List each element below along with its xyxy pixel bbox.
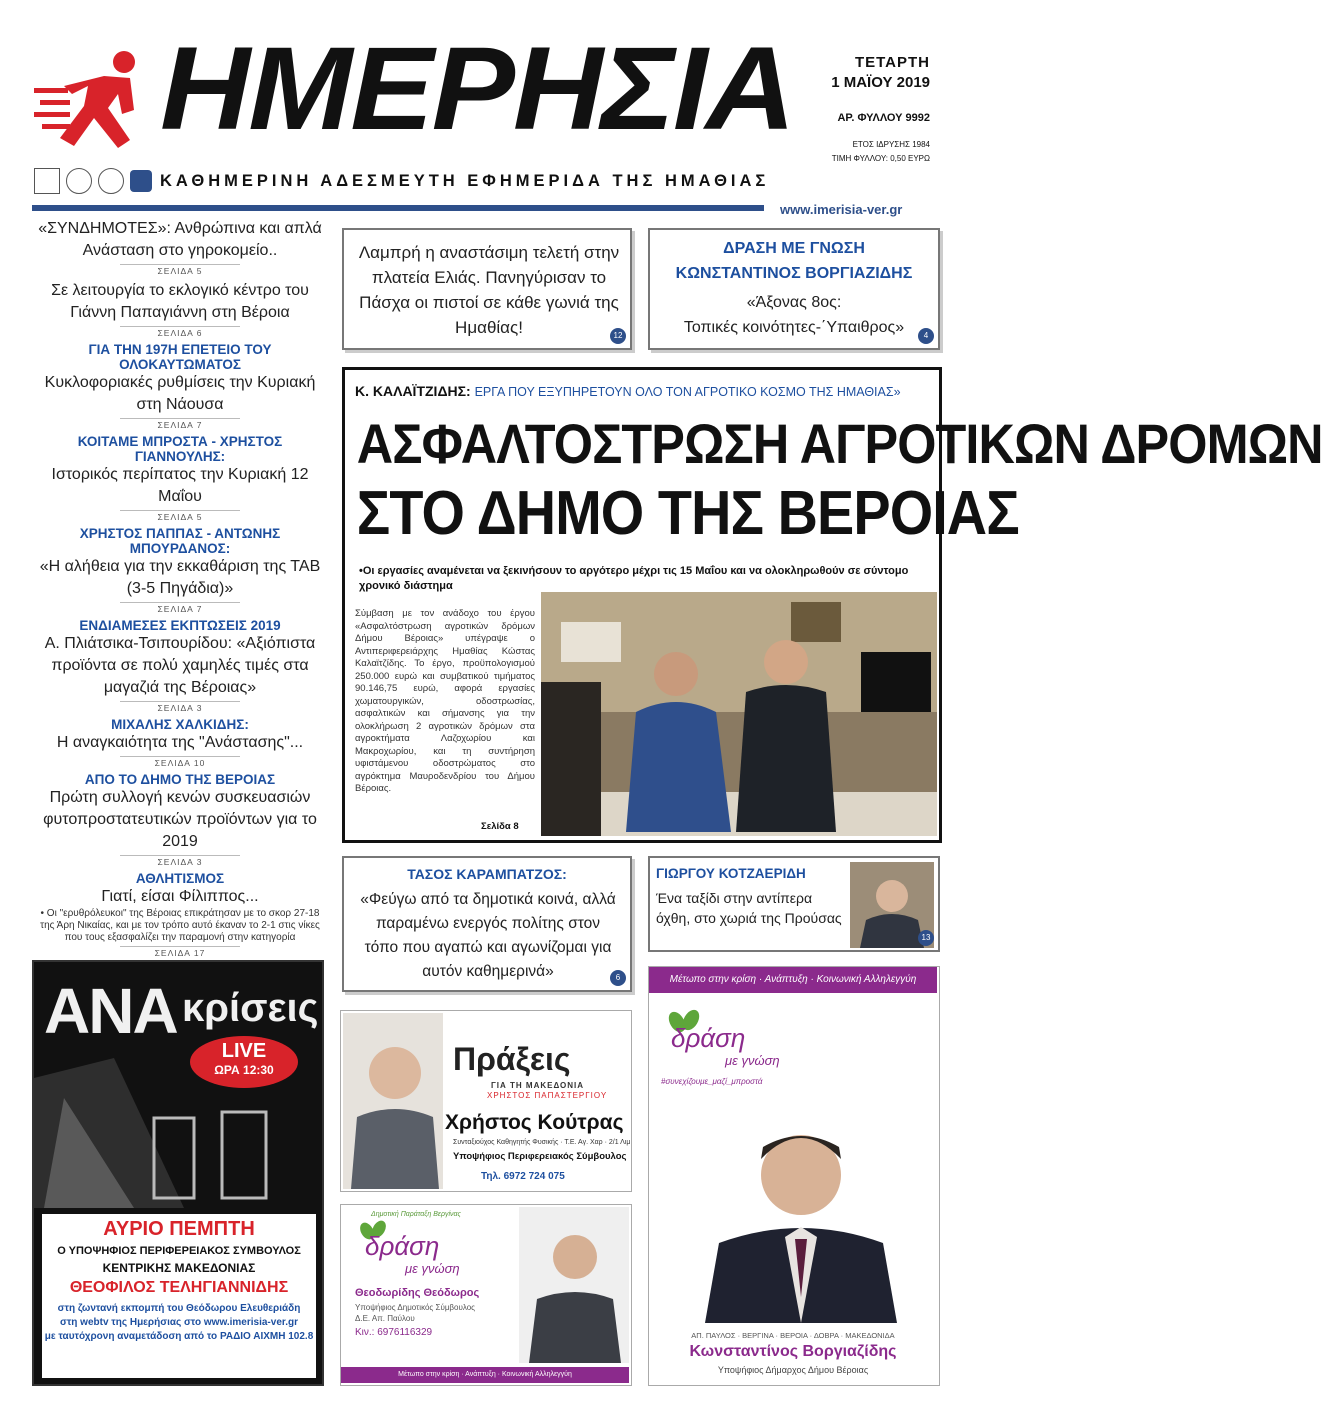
story-photo [541,592,937,836]
teaser-text: «Φεύγω από τα δημοτικά κοινά, αλλά παραμένω ενεργός πολίτης στον τόπο που αγαπώ και αγωνίζομαι για αυτόν καθημερινά» [360,891,616,980]
list-item[interactable] [32,772,328,867]
page-badge: 13 [918,930,934,946]
ad-top: Μέτωπο στην κρίση · Ανάπτυξη · Κοινωνική Αλληλεγγύη [649,967,937,993]
ad-role: Υποψήφιος Δήμαρχος Δήμου Βέροιας [717,1365,869,1375]
item-text: «ΣΥΝΔΗΜΟΤΕΣ»: Ανθρώπινα και απλά Ανάσταση στο γηροκομείο.. [38,220,322,259]
ad-name: Κωνσταντίνος Βοργιαζίδης [689,1343,897,1360]
ad-name: Θεοδωρίδης Θεόδωρος [355,1287,480,1299]
ad-info-panel [42,1214,316,1378]
lead-story[interactable] [342,367,1323,843]
ad-line: Ο ΥΠΟΨΗΦΙΟΣ ΠΕΡΙΦΕΡΕΙΑΚΟΣ ΣΥΜΒΟΥΛΟΣ [57,1245,301,1257]
item-text: Ιστορικός περίπατος την Κυριακή 12 Μαΐου [51,466,309,505]
certification-logos [34,168,152,194]
teaser-header: ΓΙΩΡΓΟΥ ΚΟΤΖΑΕΡΙΔΗ [656,866,806,881]
anakriseis-ad[interactable] [32,960,324,1386]
teaser-text: «Άξονας 8ος: [746,294,842,311]
ad-unit: Δ.Ε. Απ. Παύλου [355,1314,415,1323]
founded-year: ΕΤΟΣ ΙΔΡΥΣΗΣ 1984 [852,140,930,149]
ad-line: με ταυτόχρονη αναμετάδοση από το ΡΑΔΙΟ ΑΙΧΜΗ 102.8 [44,1331,314,1342]
ad-small: Συνταξιούχος Καθηγητής Φυσικής · Τ.Ε. Αγ. Χαρ · 2/1 Λιμ [453,1139,631,1146]
item-page: ΣΕΛΙΔΑ 3 [120,701,240,713]
ad-hashtag: #συνεχίζουμε_μαζί_μπροστά [661,1077,763,1086]
globe-icon [66,168,92,194]
item-header: ΑΠΟ ΤΟ ΔΗΜΟ ΤΗΣ ΒΕΡΟΙΑΣ [84,772,276,787]
list-item[interactable] [32,218,328,276]
page-badge: 4 [918,328,934,344]
issue-day: ΤΕΤΑΡΤΗ [854,54,930,71]
ad-title-a: ΑΝΑ [44,975,177,1047]
ena-icon [98,168,124,194]
ad-footer: Μέτωπο στην κρίση · Ανάπτυξη · Κοινωνική Αλληλεγγύη [341,1367,629,1383]
ad-top: Δημοτική Παράταξη Βεργίνας [371,1211,461,1218]
list-item[interactable] [32,871,328,958]
kicker-text: ΕΡΓΑ ΠΟΥ ΕΞΥΠΗΡΕΤΟΥΝ ΟΛΟ ΤΟΝ ΑΓΡΟΤΙΚΟ ΚΟΣΜΟ ΤΗΣ ΗΜΑΘΙΑΣ» [474,385,901,399]
list-item[interactable] [32,342,328,430]
issue-date: 1 ΜΑΪΟΥ 2019 [831,74,930,91]
list-item[interactable] [32,526,328,614]
item-page: ΣΕΛΙΔΑ 3 [120,855,240,867]
item-header: ΓΙΑ ΤΗΝ 197Η ΕΠΕΤΕΙΟ ΤΟΥ ΟΛΟΚΑΥΤΩΜΑΤΟΣ [88,342,272,372]
interrogation-room-image [34,1058,322,1208]
story-body: Σύμβαση με τον ανάδοχο του έργου «Ασφαλτόστρωση αγροτικών δρόμων Δήμου Βέροιας» υπέγραψε ο Αντιπεριφερειάρχης Ημαθίας Κώστας Καλαϊτζίδης. Το έργο, προϋπολογισμού 250.000 ευρώ και συμβατικού τιμήματος 90.146,75 ευρώ, αφορά εργασίες χωματουργικών, οδοστρωσίας, ασφαλτικών και σήμανσης για την ολοκλήρωση 2 αγροτικών δρόμων στα αγροκτήματα Λαζοχωρίου και Μακροχωρίου, και τη συντήρηση υφιστάμενου οδοστρώματος στο αγρόκτημα Μαυροδενδρίου του Δήμου Βέροιας. [355,608,535,794]
item-text: Σε λειτουργία το εκλογικό κέντρο του Γιάννη Παπαγιάννη στη Βέροια [51,282,309,321]
item-page: ΣΕΛΙΔΑ 6 [120,326,240,338]
ad-places: ΑΠ. ΠΑΥΛΟΣ · ΒΕΡΓΙΝΑ · ΒΕΡΟΙΑ · ΔΟΒΡΑ · ΜΑΚΕΔΟΝΙΔΑ [691,1331,895,1340]
candidate-photo [689,1087,909,1323]
item-text: «Η αλήθεια για την εκκαθάριση της ΤΑΒ (3-5 Πηγάδια)» [39,558,321,597]
item-page: ΣΕΛΙΔΑ 17 [120,946,240,958]
item-text: Η αναγκαιότητα της "Ανάστασης"... [56,734,304,751]
kouteras-ad[interactable] [340,1010,632,1192]
kotzaeridis-teaser[interactable] [648,856,940,952]
ad-title-b: κρίσεις [182,986,319,1030]
teaser-header: ΔΡΑΣΗ ΜΕ ΓΝΩΣΗ [723,240,865,257]
story-page: Σελίδα 8 [481,821,519,832]
issue-number: ΑΡ. ΦΥΛΛΟΥ 9992 [837,112,930,124]
eiea-icon [130,170,152,192]
page-badge: 12 [610,328,626,344]
page-badge: 6 [610,970,626,986]
ad-line: στη webtv της Ημερήσιας στο www.imerisia-ver.gr [59,1317,298,1328]
karampatzos-teaser[interactable] [342,856,632,992]
runner-logo-icon [34,48,154,158]
list-item[interactable] [32,717,328,768]
ad-role: Υποψήφιος Περιφερειακός Σύμβουλος [453,1151,627,1162]
ad-brand-sub: ΓΙΑ ΤΗ ΜΑΚΕΔΟΝΙΑ [491,1081,585,1090]
item-page: ΣΕΛΙΔΑ 7 [120,418,240,430]
story-kicker [355,382,931,401]
ad-role: Υποψήφιος Δημοτικός Σύμβουλος [355,1303,476,1312]
item-text: Πρώτη συλλογή κενών συσκευασιών φυτοπροστατευτικών προϊόντων για το 2019 [43,789,317,850]
list-item[interactable] [32,618,328,713]
item-header: ΑΘΛΗΤΙΣΜΟΣ [135,871,225,886]
headline-line-2: ΣΤΟ ΔΗΜΟ ΤΗΣ ΒΕΡΟΙΑΣ [356,479,1019,548]
headlines-column [32,218,328,962]
item-page: ΣΕΛΙΔΑ 7 [120,602,240,614]
item-header: ΜΙΧΑΛΗΣ ΧΑΛΚΙΔΗΣ: [111,717,249,732]
ad-brand-sub: με γνώση [405,1261,460,1276]
masthead [0,0,960,210]
list-item[interactable] [32,280,328,338]
ad-brand: Πράξεις [453,1041,571,1077]
teaser-text: Τοπικές κοινότητες-΄Υπαιθρος» [683,319,905,336]
ad-name: Χρήστος Κούτρας [445,1111,624,1134]
ad-brand: δράση [671,1023,746,1053]
ad-line: ΑΥΡΙΟ ΠΕΜΠΤΗ [103,1218,255,1240]
easter-teaser[interactable] [342,228,632,350]
cert-icon [34,168,60,194]
live-label: LIVE [221,1040,267,1062]
item-text: Α. Πλιάτσικα-Τσιπουρίδου: «Αξιόπιστα προϊόντα σε πολύ χαμηλές τιμές στα μαγαζιά της Βέροιας» [44,635,316,696]
item-summary: • Οι "ερυθρόλευκοι" της Βέροιας επικράτησαν με το σκορ 27-18 της Άρη Νικαίας, και με τον τρόπο αυτό έκαναν το 2-1 στις νίκες που τους εξασφαλίζει την παραμονή στην κατηγορία [40,908,320,943]
ad-line: στη ζωντανή εκπομπή του Θεόδωρου Ελευθεριάδη [57,1303,301,1314]
item-text: Γιατί, είσαι Φίλιππος... [101,888,259,905]
teaser-header: ΚΩΝΣΤΑΝΤΙΝΟΣ ΒΟΡΓΙΑΖΙΔΗΣ [675,265,913,282]
newspaper-title: ΗΜΕΡΗΣΙΑ [160,23,794,155]
list-item[interactable] [32,434,328,522]
kicker-name: Κ. ΚΑΛΑΪΤΖΙΔΗΣ: [355,383,471,399]
teaser-text: Λαμπρή η αναστάσιμη τελετή στην πλατεία Ελιάς. Πανηγύρισαν το Πάσχα οι πιστοί σε κάθε γωνιά της Ημαθίας! [358,243,620,337]
item-page: ΣΕΛΙΔΑ 5 [120,510,240,522]
drasi-teaser[interactable] [648,228,940,350]
ad-leader: ΧΡΗΣΤΟΣ ΠΑΠΑΣΤΕΡΓΙΟΥ [487,1091,608,1100]
vorgiazidis-ad[interactable] [648,966,940,1386]
item-header: ΚΟΙΤΑΜΕ ΜΠΡΟΣΤΑ - ΧΡΗΣΤΟΣ ΓΙΑΝΝΟΥΛΗΣ: [77,434,283,464]
ad-phone: Κιν.: 6976116329 [355,1327,433,1338]
ad-phone: Τηλ. 6972 724 075 [481,1171,565,1182]
story-subhead: •Οι εργασίες αναμένεται να ξεκινήσουν το αργότερο μέχρι τις 15 Μαΐου και να ολοκληρωθούν σε σύντομο χρονικό διάστημα [359,565,909,592]
ad-brand-sub: με γνώση [725,1053,780,1068]
headline-line-1: ΑΣΦΑΛΤΟΣΤΡΩΣΗ ΑΓΡΟΤΙΚΩΝ ΔΡΟΜΩΝ [356,412,1323,475]
theodoros-ad[interactable] [340,1204,632,1386]
item-text: Κυκλοφοριακές ρυθμίσεις την Κυριακή στη Νάουσα [44,374,316,413]
masthead-rule [32,205,764,211]
item-page: ΣΕΛΙΔΑ 10 [120,756,240,768]
item-header: ΕΝΔΙΑΜΕΣΕΣ ΕΚΠΤΩΣΕΙΣ 2019 [79,618,281,633]
item-header: ΧΡΗΣΤΟΣ ΠΑΠΠΑΣ - ΑΝΤΩΝΗΣ ΜΠΟΥΡΔΑΝΟΣ: [79,526,281,556]
issue-price: ΤΙΜΗ ΦΥΛΛΟΥ: 0,50 ΕΥΡΩ [831,154,930,163]
website-link[interactable]: www.imerisia-ver.gr [780,202,903,217]
teaser-text: Ένα ταξίδι στην αντίπερα όχθη, στο χωριά της Προύσας [656,890,842,926]
candidate-photo [343,1013,443,1189]
newspaper-subtitle: ΚΑΘΗΜΕΡΙΝΗ ΑΔΕΣΜΕΥΤΗ ΕΦΗΜΕΡΙΔΑ ΤΗΣ ΗΜΑΘΙΑΣ [160,172,770,190]
live-time: ΩΡΑ 12:30 [214,1063,274,1077]
ad-line: ΚΕΝΤΡΙΚΗΣ ΜΑΚΕΔΟΝΙΑΣ [102,1261,256,1275]
ad-line: ΘΕΟΦΙΛΟΣ ΤΕΛΗΓΙΑΝΝΙΔΗΣ [69,1279,289,1296]
ad-brand: δράση [365,1231,440,1261]
item-page: ΣΕΛΙΔΑ 5 [120,264,240,276]
teaser-header: ΤΑΣΟΣ ΚΑΡΑΜΠΑΤΖΟΣ: [407,866,567,882]
candidate-photo [519,1207,629,1363]
